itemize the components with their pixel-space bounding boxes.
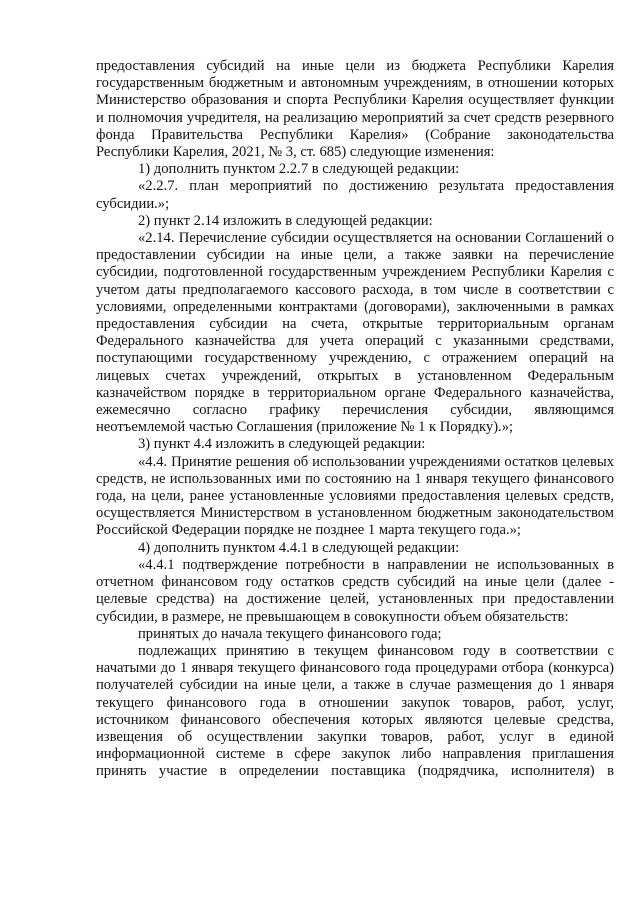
- paragraph-item-1-text: «2.2.7. план мероприятий по достижению результата предоставления субсидии.»;: [96, 178, 614, 212]
- paragraph-item-4: 4) дополнить пунктом 4.4.1 в следующей редакции:: [138, 539, 460, 556]
- paragraph-item-3: 3) пункт 4.4 изложить в следующей редакции:: [138, 436, 426, 453]
- document-page: [96, 58, 614, 781]
- paragraph-item-1: 1) дополнить пунктом 2.2.7 в следующей редакции:: [138, 161, 460, 178]
- paragraph-obligations-1: принятых до начала текущего финансового года;: [138, 625, 442, 642]
- paragraph-item-2-text: «2.14. Перечисление субсидии осуществляется на основании Соглашений о предоставлении субсидии на иные цели, а также заявки на перечисление субсидии, подготовленной государственным учреждением Республики Карелия с учетом даты предполагаемого кассового расхода, в том числе в соответствии с условиями, определенными контрактами (договорами), заключенными в рамках предоставления субсидии на счета, открытые территориальным органам Федерального казначейства для учета операций с указанными средствами, поступающими государственному учреждению, с отражением операций на лицевых счетах учреждений, открытых в установленном Федеральным казначейством порядке в территориальном органе Федерального казначейства, ежемесячно согласно графику перечисления субсидии, являющимся неотъемлемой частью Соглашения (приложение № 1 к Порядку).»;: [96, 230, 614, 436]
- paragraph-item-3-text: «4.4. Принятие решения об использовании учреждениями остатков целевых средств, не использованных ими по состоянию на 1 января текущего финансового года, на цели, ранее установленные условиями предоставления целевых средств, осуществляется Министерством в установленном бюджетным законодательством Российской Федерации порядке не позднее 1 марта текущего года.»;: [96, 453, 614, 539]
- paragraph-item-2: 2) пункт 2.14 изложить в следующей редакции:: [138, 212, 433, 229]
- paragraph-item-4-text: «4.4.1 подтверждение потребности в направлении не использованных в отчетном финансовом году остатков средств субсидий на иные цели (далее - целевые средства) на достижение целей, установленных при предоставлении субсидии, в размере, не превышающем в совокупности объем обязательств:: [96, 556, 614, 625]
- paragraph-intro: предоставления субсидий на иные цели из бюджета Республики Карелия государственным бюджетным и автономным учреждениям, в отношении которых Министерство образования и спорта Республики Карелия осуществляет функции и полномочия учредителя, на реализацию мероприятий за счет средств резервного фонда Правительства Республики Карелия» (Собрание законодательства Республики Карелия, 2021, № 3, ст. 685) следующие изменения:: [96, 58, 614, 161]
- paragraph-obligations-2: подлежащих принятию в текущем финансовом году в соответствии с начатыми до 1 января текущего финансового года процедурами отбора (конкурса) получателей субсидии на иные цели, а также в случае размещения до 1 января текущего финансового года в отношении закупок товаров, работ, услуг, источником финансового обеспечения которых являются целевые средства, извещения об осуществлении закупки товаров, работ, услуг в единой информационной системе в сфере закупок либо направления приглашения принять участие в определении поставщика (подрядчика, исполнителя) в: [96, 642, 614, 780]
